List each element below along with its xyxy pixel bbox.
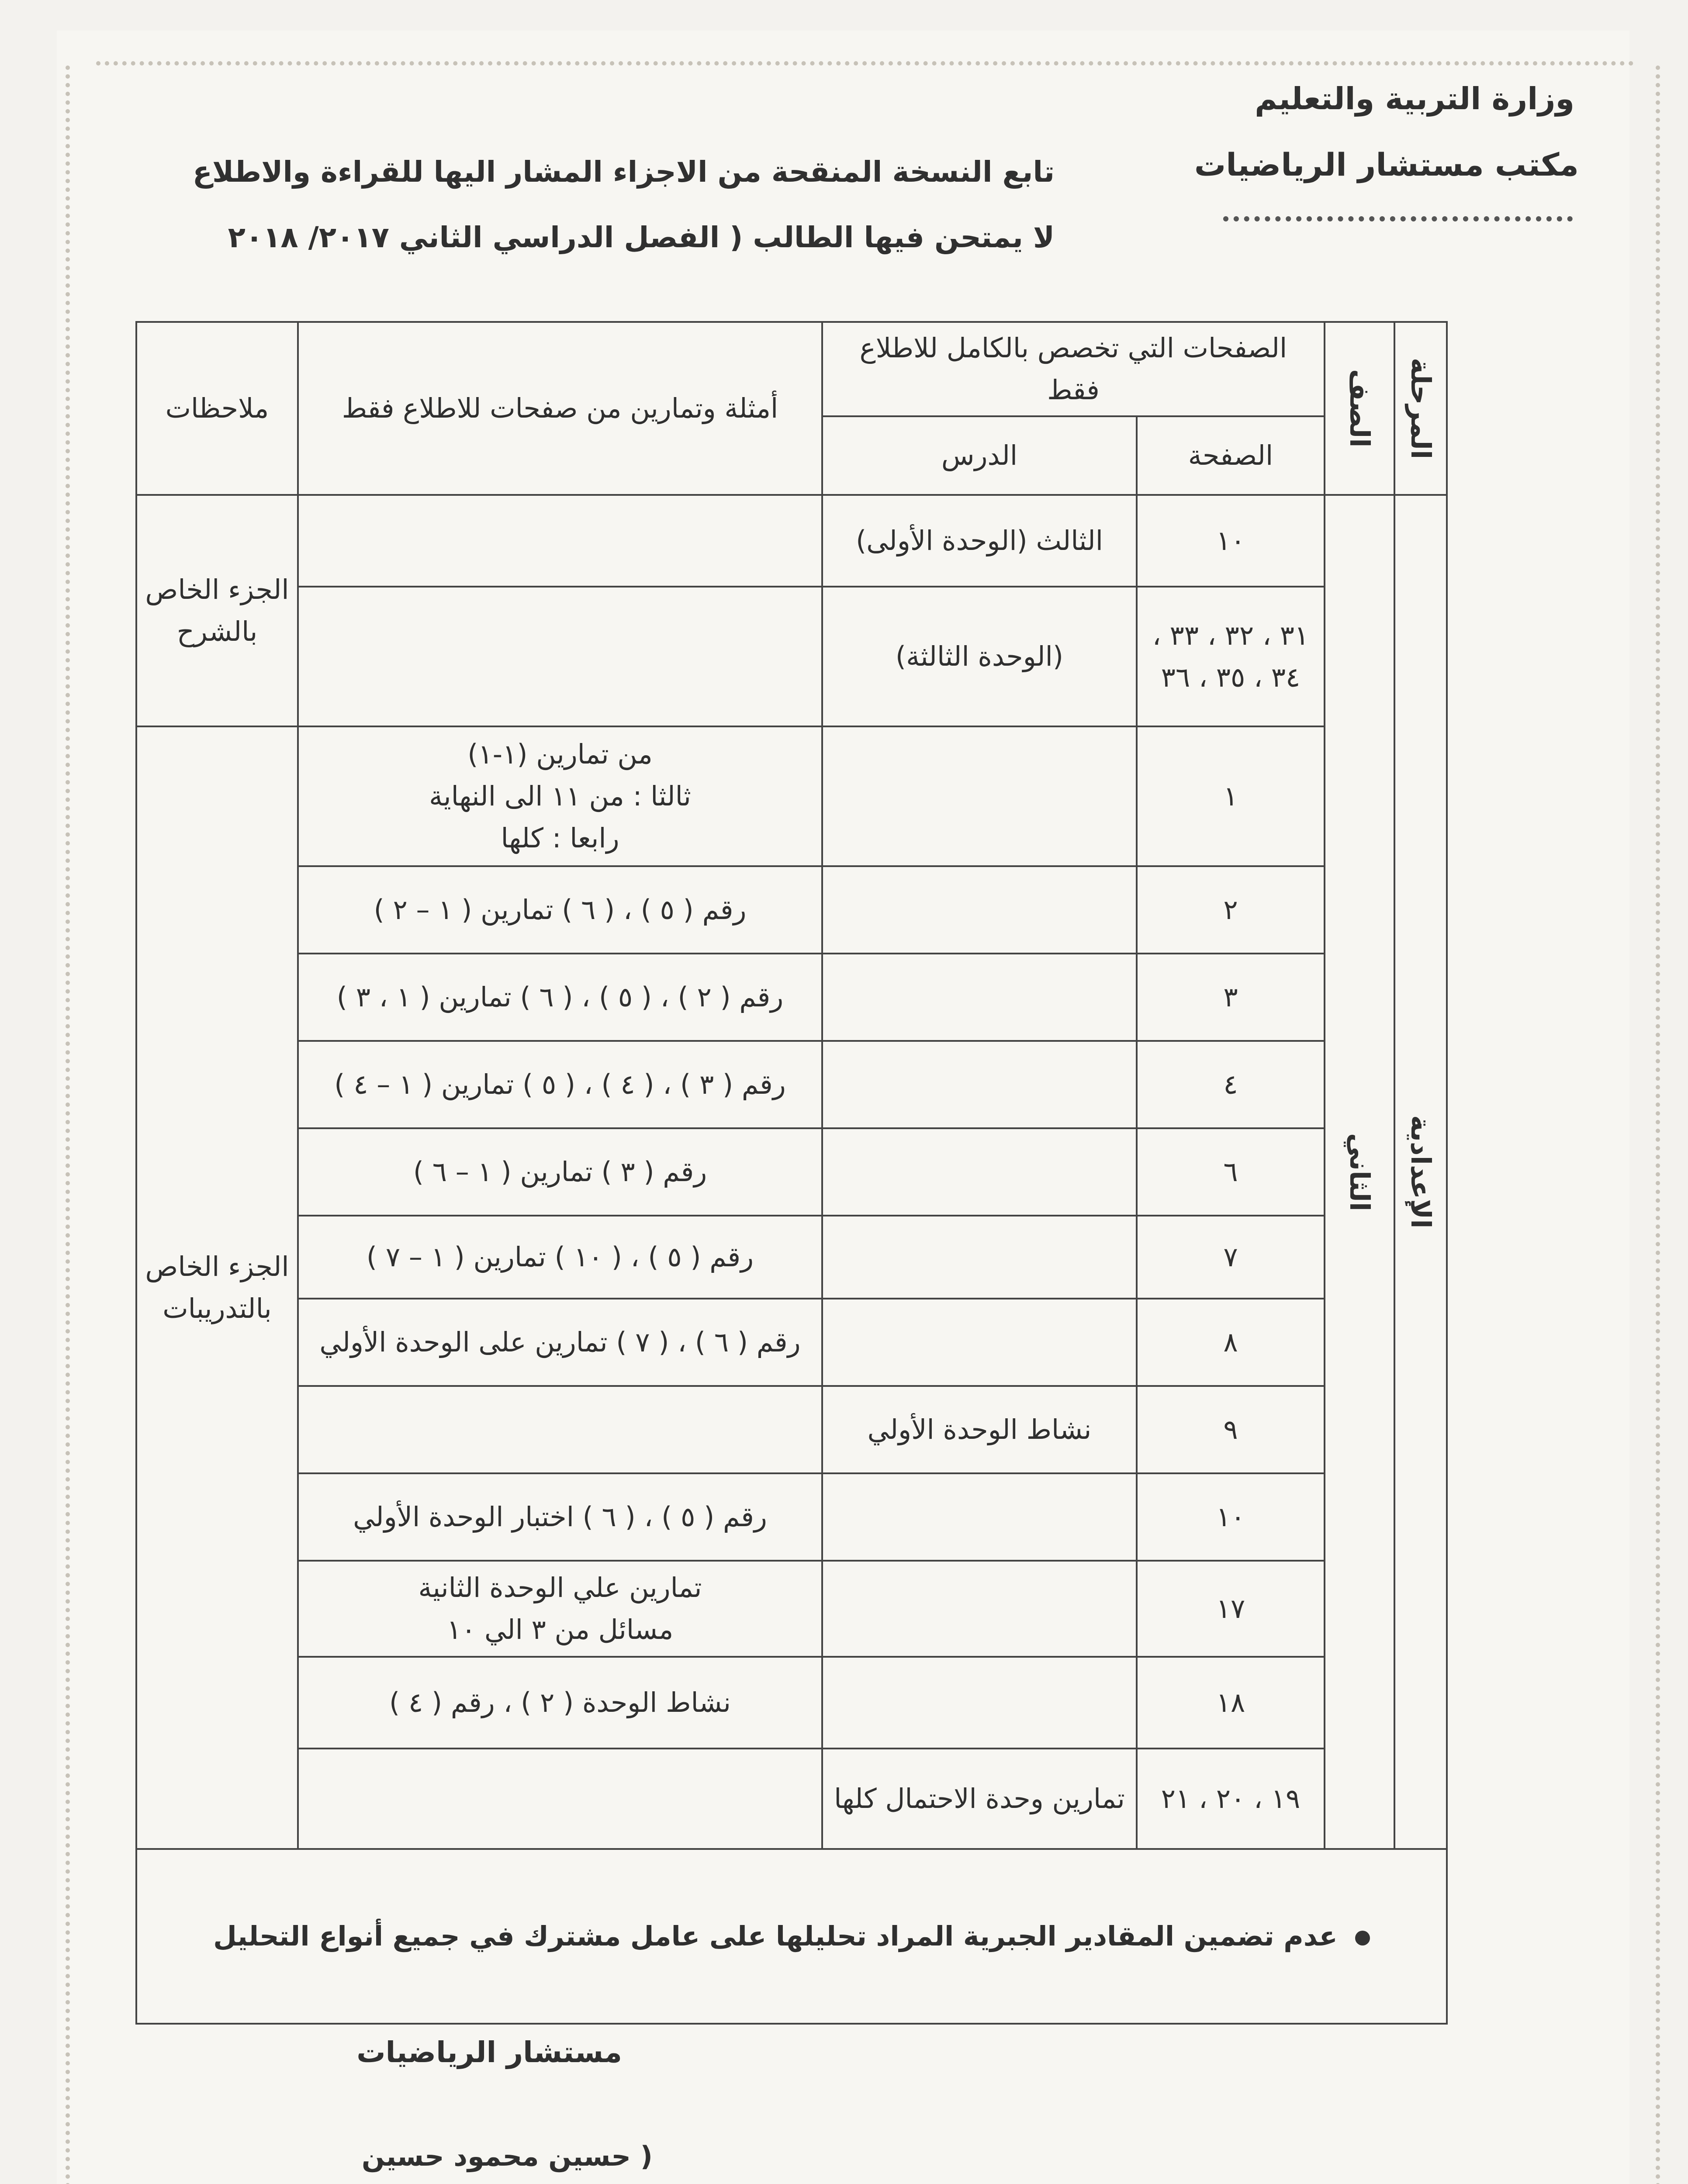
page-cell: ٧ bbox=[1137, 1216, 1325, 1299]
ministry-name: وزارة التربية والتعليم bbox=[1255, 81, 1574, 117]
lesson-cell bbox=[822, 954, 1137, 1041]
lesson-cell bbox=[822, 726, 1137, 866]
bullet-icon bbox=[1355, 1931, 1370, 1946]
lesson-cell bbox=[822, 1216, 1137, 1299]
footnote-text: عدم تضمين المقادير الجبرية المراد تحليلها على عامل مشترك في جميع أنواع التحليل bbox=[213, 1920, 1338, 1952]
page-cell: ٢ bbox=[1137, 866, 1325, 954]
lesson-cell bbox=[822, 1128, 1137, 1216]
table-row bbox=[136, 587, 1447, 726]
page-cell: ١ bbox=[1137, 726, 1325, 866]
lesson-cell: تمارين وحدة الاحتمال كلها bbox=[822, 1749, 1137, 1849]
table-row bbox=[136, 1749, 1447, 1849]
examples-cell bbox=[298, 1749, 822, 1849]
footnote-cell bbox=[136, 1849, 1447, 2024]
lesson-cell bbox=[822, 866, 1137, 954]
excluded-pages-table bbox=[135, 321, 1448, 2025]
page-cell: ٨ bbox=[1137, 1299, 1325, 1386]
lesson-cell bbox=[822, 1473, 1137, 1561]
examples-cell: رقم ( ٣ ) تمارين ( ١ – ٦ ) bbox=[298, 1128, 822, 1216]
examples-cell: رقم ( ٥ ) ، ( ٦ ) اختبار الوحدة الأولي bbox=[298, 1473, 822, 1561]
page-cell: ١٨ bbox=[1137, 1657, 1325, 1749]
examples-cell: رقم ( ٦ ) ، ( ٧ ) تمارين على الوحدة الأولي bbox=[298, 1299, 822, 1386]
header-examples: أمثلة وتمارين من صفحات للاطلاع فقط bbox=[298, 322, 822, 495]
header-notes: ملاحظات bbox=[136, 322, 298, 495]
table-row bbox=[136, 1041, 1447, 1128]
office-name: مكتب مستشار الرياضيات bbox=[1194, 146, 1579, 183]
level-cell: الإعدادية bbox=[1394, 495, 1447, 1849]
table-row bbox=[136, 1386, 1447, 1473]
table-row bbox=[136, 1561, 1447, 1657]
examples-cell bbox=[298, 587, 822, 726]
examples-cell: رقم ( ٥ ) ، ( ١٠ ) تمارين ( ١ – ٧ ) bbox=[298, 1216, 822, 1299]
signature-title: مستشار الرياضيات bbox=[356, 2035, 622, 2069]
page-cell: ١٧ bbox=[1137, 1561, 1325, 1657]
examples-cell: تمارين علي الوحدة الثانية مسائل من ٣ الي ١٠ bbox=[298, 1561, 822, 1657]
page-cell: ٩ bbox=[1137, 1386, 1325, 1473]
page-cell: ١٩ ، ٢٠ ، ٢١ bbox=[1137, 1749, 1325, 1849]
lesson-cell: (الوحدة الثالثة) bbox=[822, 587, 1137, 726]
lesson-cell: نشاط الوحدة الأولي bbox=[822, 1386, 1137, 1473]
dotted-border-top bbox=[96, 61, 1634, 74]
office-dotted-underline bbox=[1223, 216, 1573, 221]
table-row bbox=[136, 1473, 1447, 1561]
lesson-cell bbox=[822, 1299, 1137, 1386]
table-header-row bbox=[136, 322, 1447, 416]
lesson-cell bbox=[822, 1657, 1137, 1749]
page-cell: ٤ bbox=[1137, 1041, 1325, 1128]
document-subtitle: تابع النسخة المنقحة من الاجزاء المشار اليها للقراءة والاطلاع bbox=[192, 155, 1055, 189]
examples-cell bbox=[298, 495, 822, 587]
page-cell: ١٠ bbox=[1137, 1473, 1325, 1561]
table-row bbox=[136, 1657, 1447, 1749]
lesson-cell: الثالث (الوحدة الأولى) bbox=[822, 495, 1137, 587]
signature-name: ( حسين محمود حسين bbox=[361, 2140, 653, 2172]
lesson-cell bbox=[822, 1041, 1137, 1128]
table-row bbox=[136, 1216, 1447, 1299]
examples-cell: رقم ( ٥ ) ، ( ٦ ) تمارين ( ١ – ٢ ) bbox=[298, 866, 822, 954]
header-grade: الصف bbox=[1325, 322, 1394, 495]
examples-cell: رقم ( ٢ ) ، ( ٥ ) ، ( ٦ ) تمارين ( ١ ، ٣ ) bbox=[298, 954, 822, 1041]
footnote-row bbox=[136, 1849, 1447, 2024]
page-cell: ٦ bbox=[1137, 1128, 1325, 1216]
table-row bbox=[136, 1299, 1447, 1386]
notes-exercises-cell: الجزء الخاص بالتدريبات bbox=[136, 726, 298, 1849]
page-cell: ٣ bbox=[1137, 954, 1325, 1041]
examples-cell bbox=[298, 1386, 822, 1473]
header-level: المرحلة bbox=[1394, 322, 1447, 495]
page-cell: ٣١ ، ٣٢ ، ٣٣ ، ٣٤ ، ٣٥ ، ٣٦ bbox=[1137, 587, 1325, 726]
examples-cell: من تمارين (١-١) ثالثا : من ١١ الى النهاية رابعا : كلها bbox=[298, 726, 822, 866]
dotted-border-right bbox=[1656, 66, 1669, 2184]
table-row bbox=[136, 726, 1447, 866]
header-pages-group: الصفحات التي تخصص بالكامل للاطلاع فقط bbox=[822, 322, 1325, 416]
lesson-cell bbox=[822, 1561, 1137, 1657]
dotted-border-left bbox=[66, 66, 79, 2184]
table-row bbox=[136, 954, 1447, 1041]
page-cell: ١٠ bbox=[1137, 495, 1325, 587]
examples-cell: نشاط الوحدة ( ٢ ) ، رقم ( ٤ ) bbox=[298, 1657, 822, 1749]
header-lesson: الدرس bbox=[822, 416, 1137, 495]
notes-explanation-cell: الجزء الخاص بالشرح bbox=[136, 495, 298, 726]
document-term: لا يمتحن فيها الطالب ( الفصل الدراسي الثاني ٢٠١٧/ ٢٠١٨ bbox=[228, 221, 1055, 254]
table-row bbox=[136, 1128, 1447, 1216]
grade-cell: الثاني bbox=[1325, 495, 1394, 1849]
table-row bbox=[136, 866, 1447, 954]
examples-cell: رقم ( ٣ ) ، ( ٤ ) ، ( ٥ ) تمارين ( ١ – ٤ ) bbox=[298, 1041, 822, 1128]
header-page: الصفحة bbox=[1137, 416, 1325, 495]
table-row bbox=[136, 495, 1447, 587]
